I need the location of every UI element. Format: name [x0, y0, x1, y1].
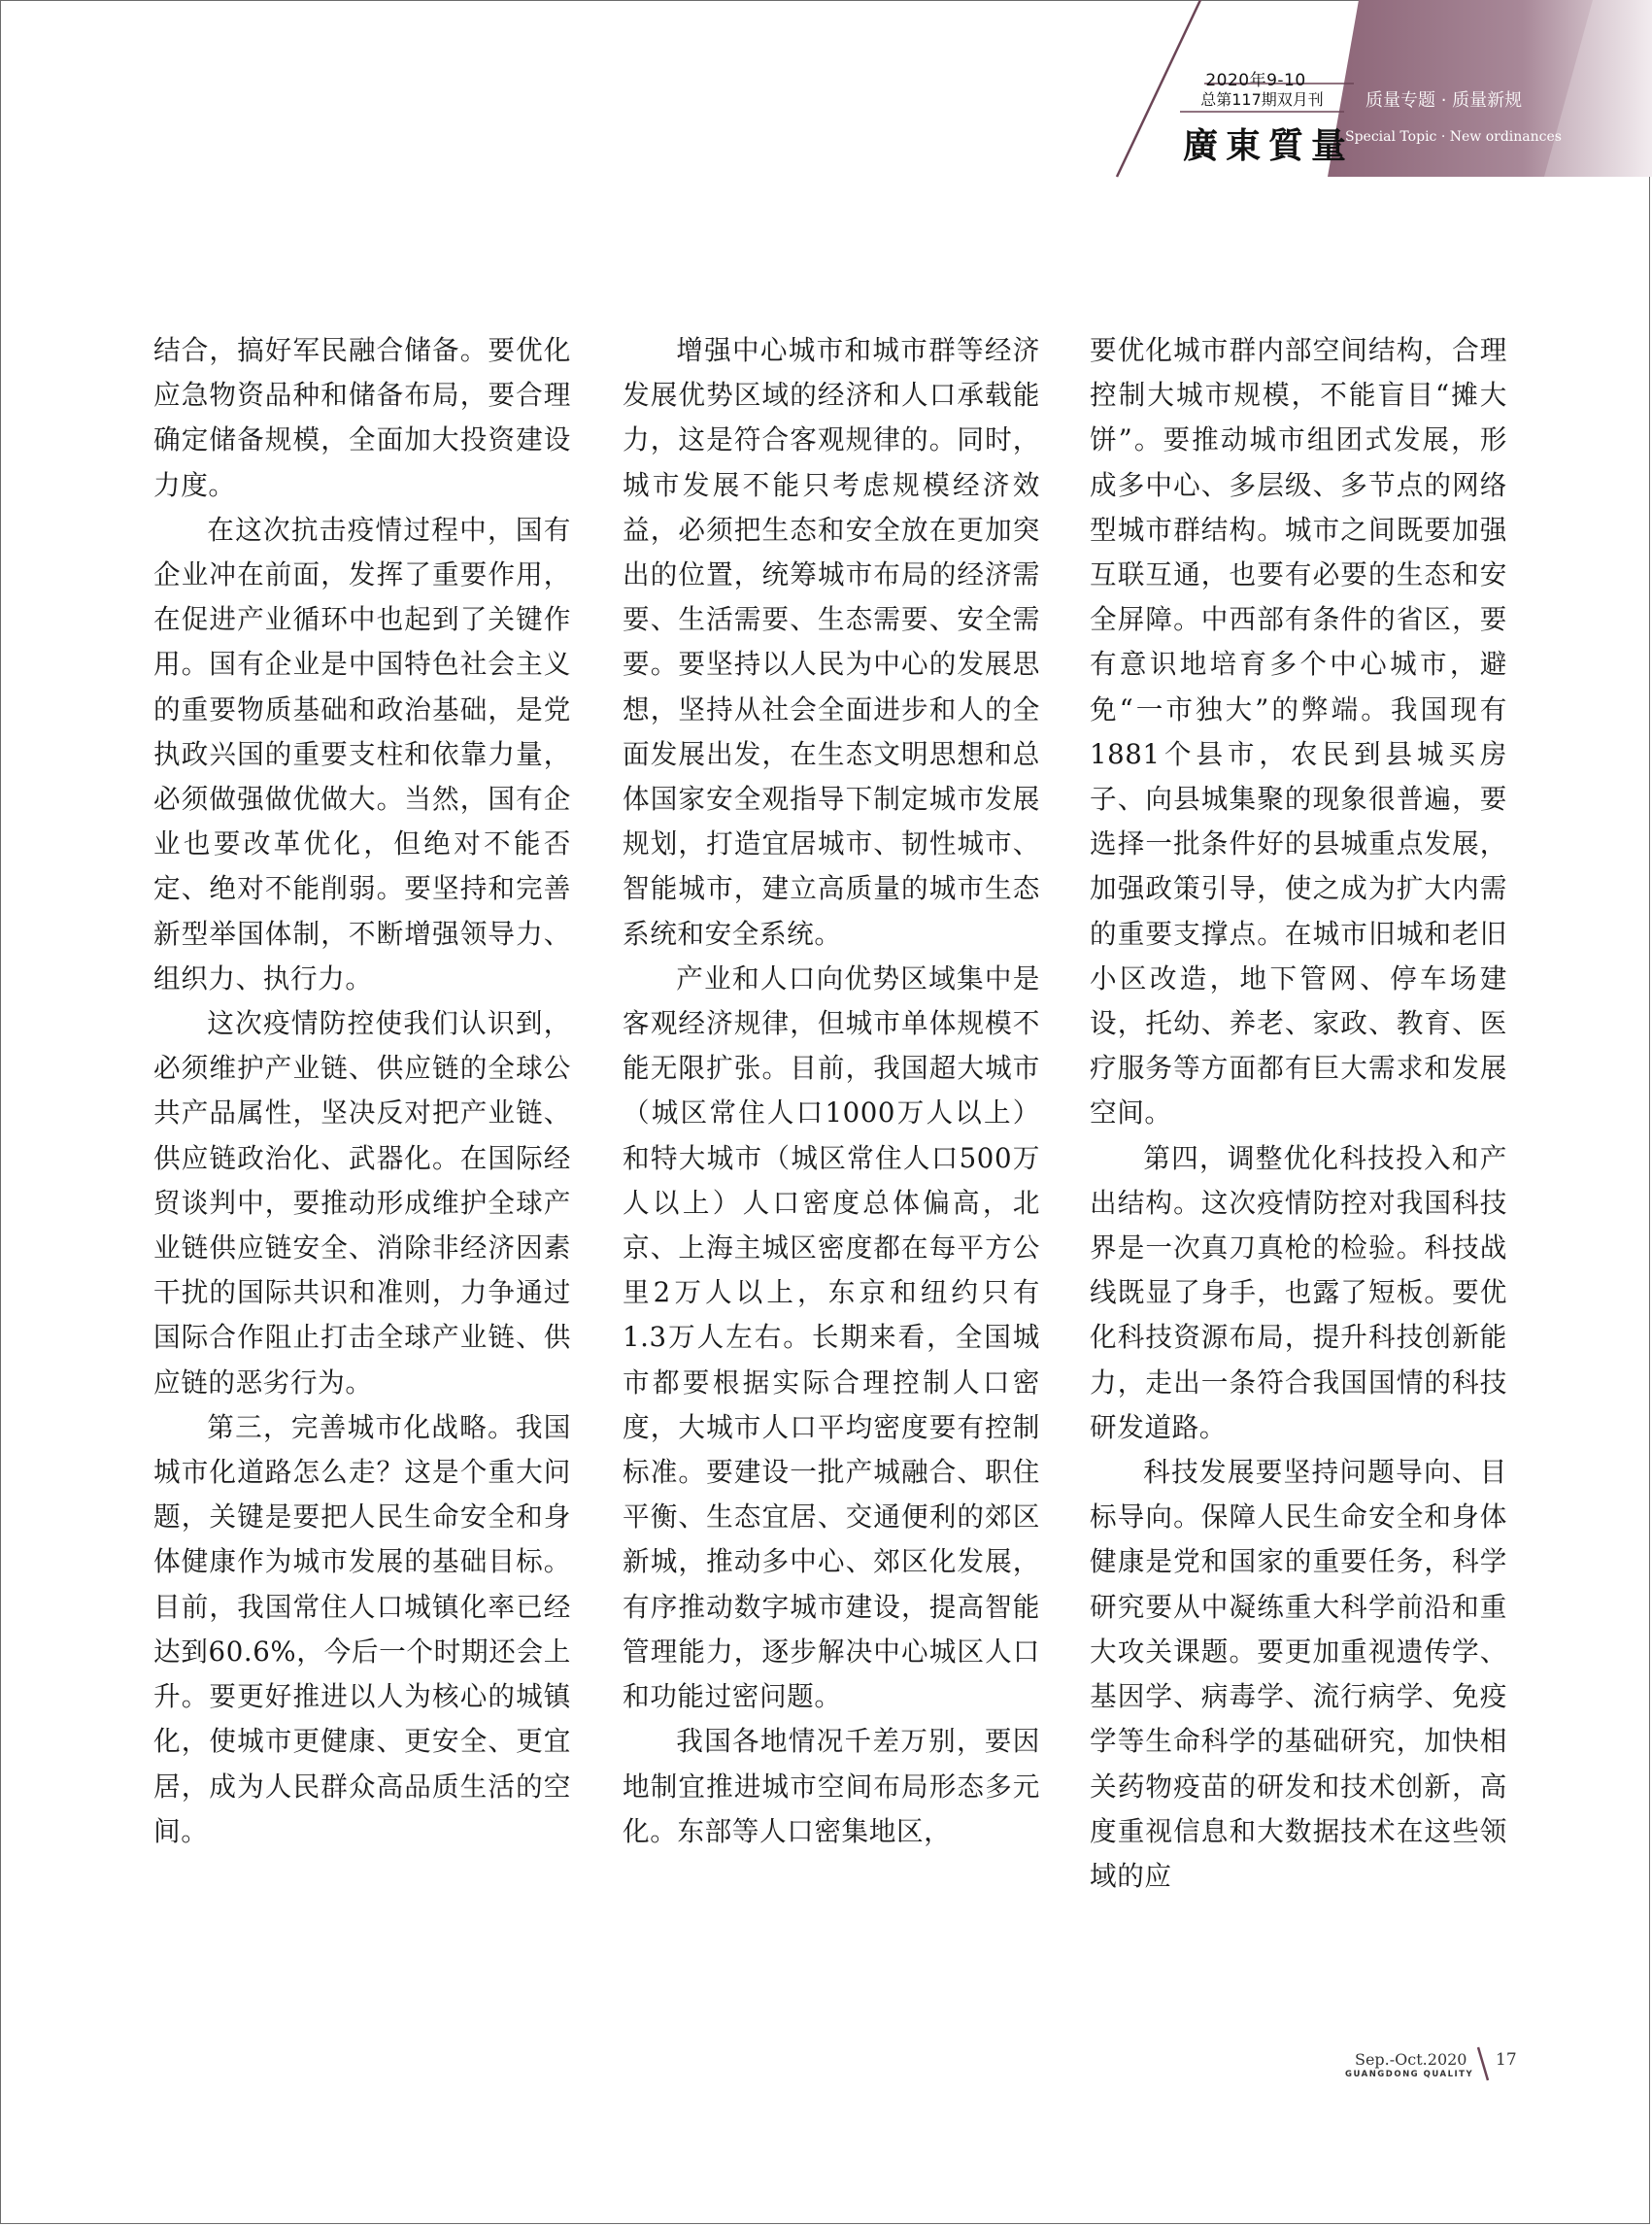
issue-date: 2020年9-10 — [1205, 71, 1306, 90]
paragraph: 增强中心城市和城市群等经济发展优势区域的经济和人口承载能力，这是符合客观规律的。同时，城市发展不能只考虑规模经济效益，必须把生态和安全放在更加突出的位置，统筹城市布局的经济需要、生活需要、生态需要、安全需要。要坚持以人民为中心的发展思想，坚持从社会全面进步和人的全面发展出发，在生态文明思想和总体国家安全观指导下制定城市发展规划，打造宜居城市、韧性城市、智能城市，建立高质量的城市生态系统和安全系统。 — [623, 334, 1040, 950]
magazine-masthead: 廣東質量 — [1183, 125, 1355, 166]
paragraph: 要优化城市群内部空间结构，合理控制大城市规模，不能盲目“摊大饼”。要推动城市组团式发展，形成多中心、多层级、多节点的网络型城市群结构。城市之间既要加强互联互通，也要有必要的生态和安全屏障。中西部有条件的省区，要有意识地培育多个中心城市，避免“一市独大”的弊端。我国现有1881个县市，农民到县城买房子、向县城集聚的现象很普遍，要选择一批条件好的县城重点发展，加强政策引导，使之成为扩大内需的重要支撑点。在城市旧城和老旧小区改造，地下管网、停车场建设，托幼、养老、家政、教育、医疗服务等方面都有巨大需求和发展空间。 — [1090, 334, 1507, 1130]
text-column-2 — [623, 328, 1040, 1854]
footer-divider — [1474, 2045, 1494, 2084]
paragraph: 第三，完善城市化战略。我国城市化道路怎么走？这是个重大问题，关键是要把人民生命安全和身体健康作为城市发展的基础目标。目前，我国常住人口城镇化率已经达到60.6%，今后一个时期还会上升。要更好推进以人为核心的城镇化，使城市更健康、更安全、更宜居，成为人民群众高品质生活的空间。 — [153, 1410, 571, 1847]
paragraph: 这次疫情防控使我们认识到，必须维护产业链、供应链的全球公共产品属性，坚决反对把产业链、供应链政治化、武器化。在国际经贸谈判中，要推动形成维护全球产业链供应链安全、消除非经济因素干扰的国际共识和准则，力争通过国际合作阻止打击全球产业链、供应链的恶劣行为。 — [153, 1007, 571, 1399]
page-number: 17 — [1496, 2050, 1517, 2070]
text-column-3 — [1090, 328, 1507, 1899]
paragraph: 在这次抗击疫情过程中，国有企业冲在前面，发挥了重要作用，在促进产业循环中也起到了关键作用。国有企业是中国特色社会主义的重要物质基础和政治基础，是党执政兴国的重要支柱和依靠力量，必须做强做优做大。当然，国有企业也要改革优化，但绝对不能否定、绝对不能削弱。要坚持和完善新型举国体制，不断增强领导力、组织力、执行力。 — [153, 513, 571, 995]
section-subtitle: Special Topic · New ordinances — [1345, 129, 1562, 145]
paragraph: 第四，调整优化科技投入和产出结构。这次疫情防控对我国科技界是一次真刀真枪的检验。科技战线既显了身手，也露了短板。要优化科技资源布局，提升科技创新能力，走出一条符合我国国情的科技研发道路。 — [1090, 1141, 1507, 1443]
paragraph: 产业和人口向优势区域集中是客观经济规律，但城市单体规模不能无限扩张。目前，我国超大城市（城区常住人口1000万人以上）和特大城市（城区常住人口500万人以上）人口密度总体偏高，北京、上海主城区密度都在每平方公里2万人以上，东京和纽约只有1.3万人左右。长期来看，全国城市都要根据实际合理控制人口密度，大城市人口平均密度要有控制标准。要建设一批产城融合、职住平衡、生态宜居、交通便利的郊区新城，推动多中心、郊区化发展，有序推动数字城市建设，提高智能管理能力，逐步解决中心城区人口和功能过密问题。 — [623, 961, 1040, 1713]
paragraph: 科技发展要坚持问题导向、目标导向。保障人民生命安全和身体健康是党和国家的重要任务，科学研究要从中凝练重大科学前沿和重大攻关课题。要更加重视遗传学、基因学、病毒学、流行病学、免疫学等生命科学的基础研究，加快相关药物疫苗的研发和技术创新，高度重视信息和大数据技术在这些领域的应 — [1090, 1456, 1507, 1892]
text-column-1 — [153, 328, 571, 1854]
paragraph: 我国各地情况千差万别，要因地制宜推进城市空间布局形态多元化。东部等人口密集地区， — [623, 1725, 1040, 1847]
section-title: 质量专题 · 质量新规 — [1365, 90, 1523, 111]
footer-date: Sep.-Oct.2020 — [1355, 2050, 1467, 2069]
issue-number: 总第117期双月刊 — [1200, 90, 1324, 109]
paragraph: 结合，搞好军民融合储备。要优化应急物资品种和储备布局，要合理确定储备规模，全面加大投资建设力度。 — [153, 334, 571, 501]
footer-magazine-name: GUANGDONG QUALITY — [1345, 2070, 1474, 2079]
